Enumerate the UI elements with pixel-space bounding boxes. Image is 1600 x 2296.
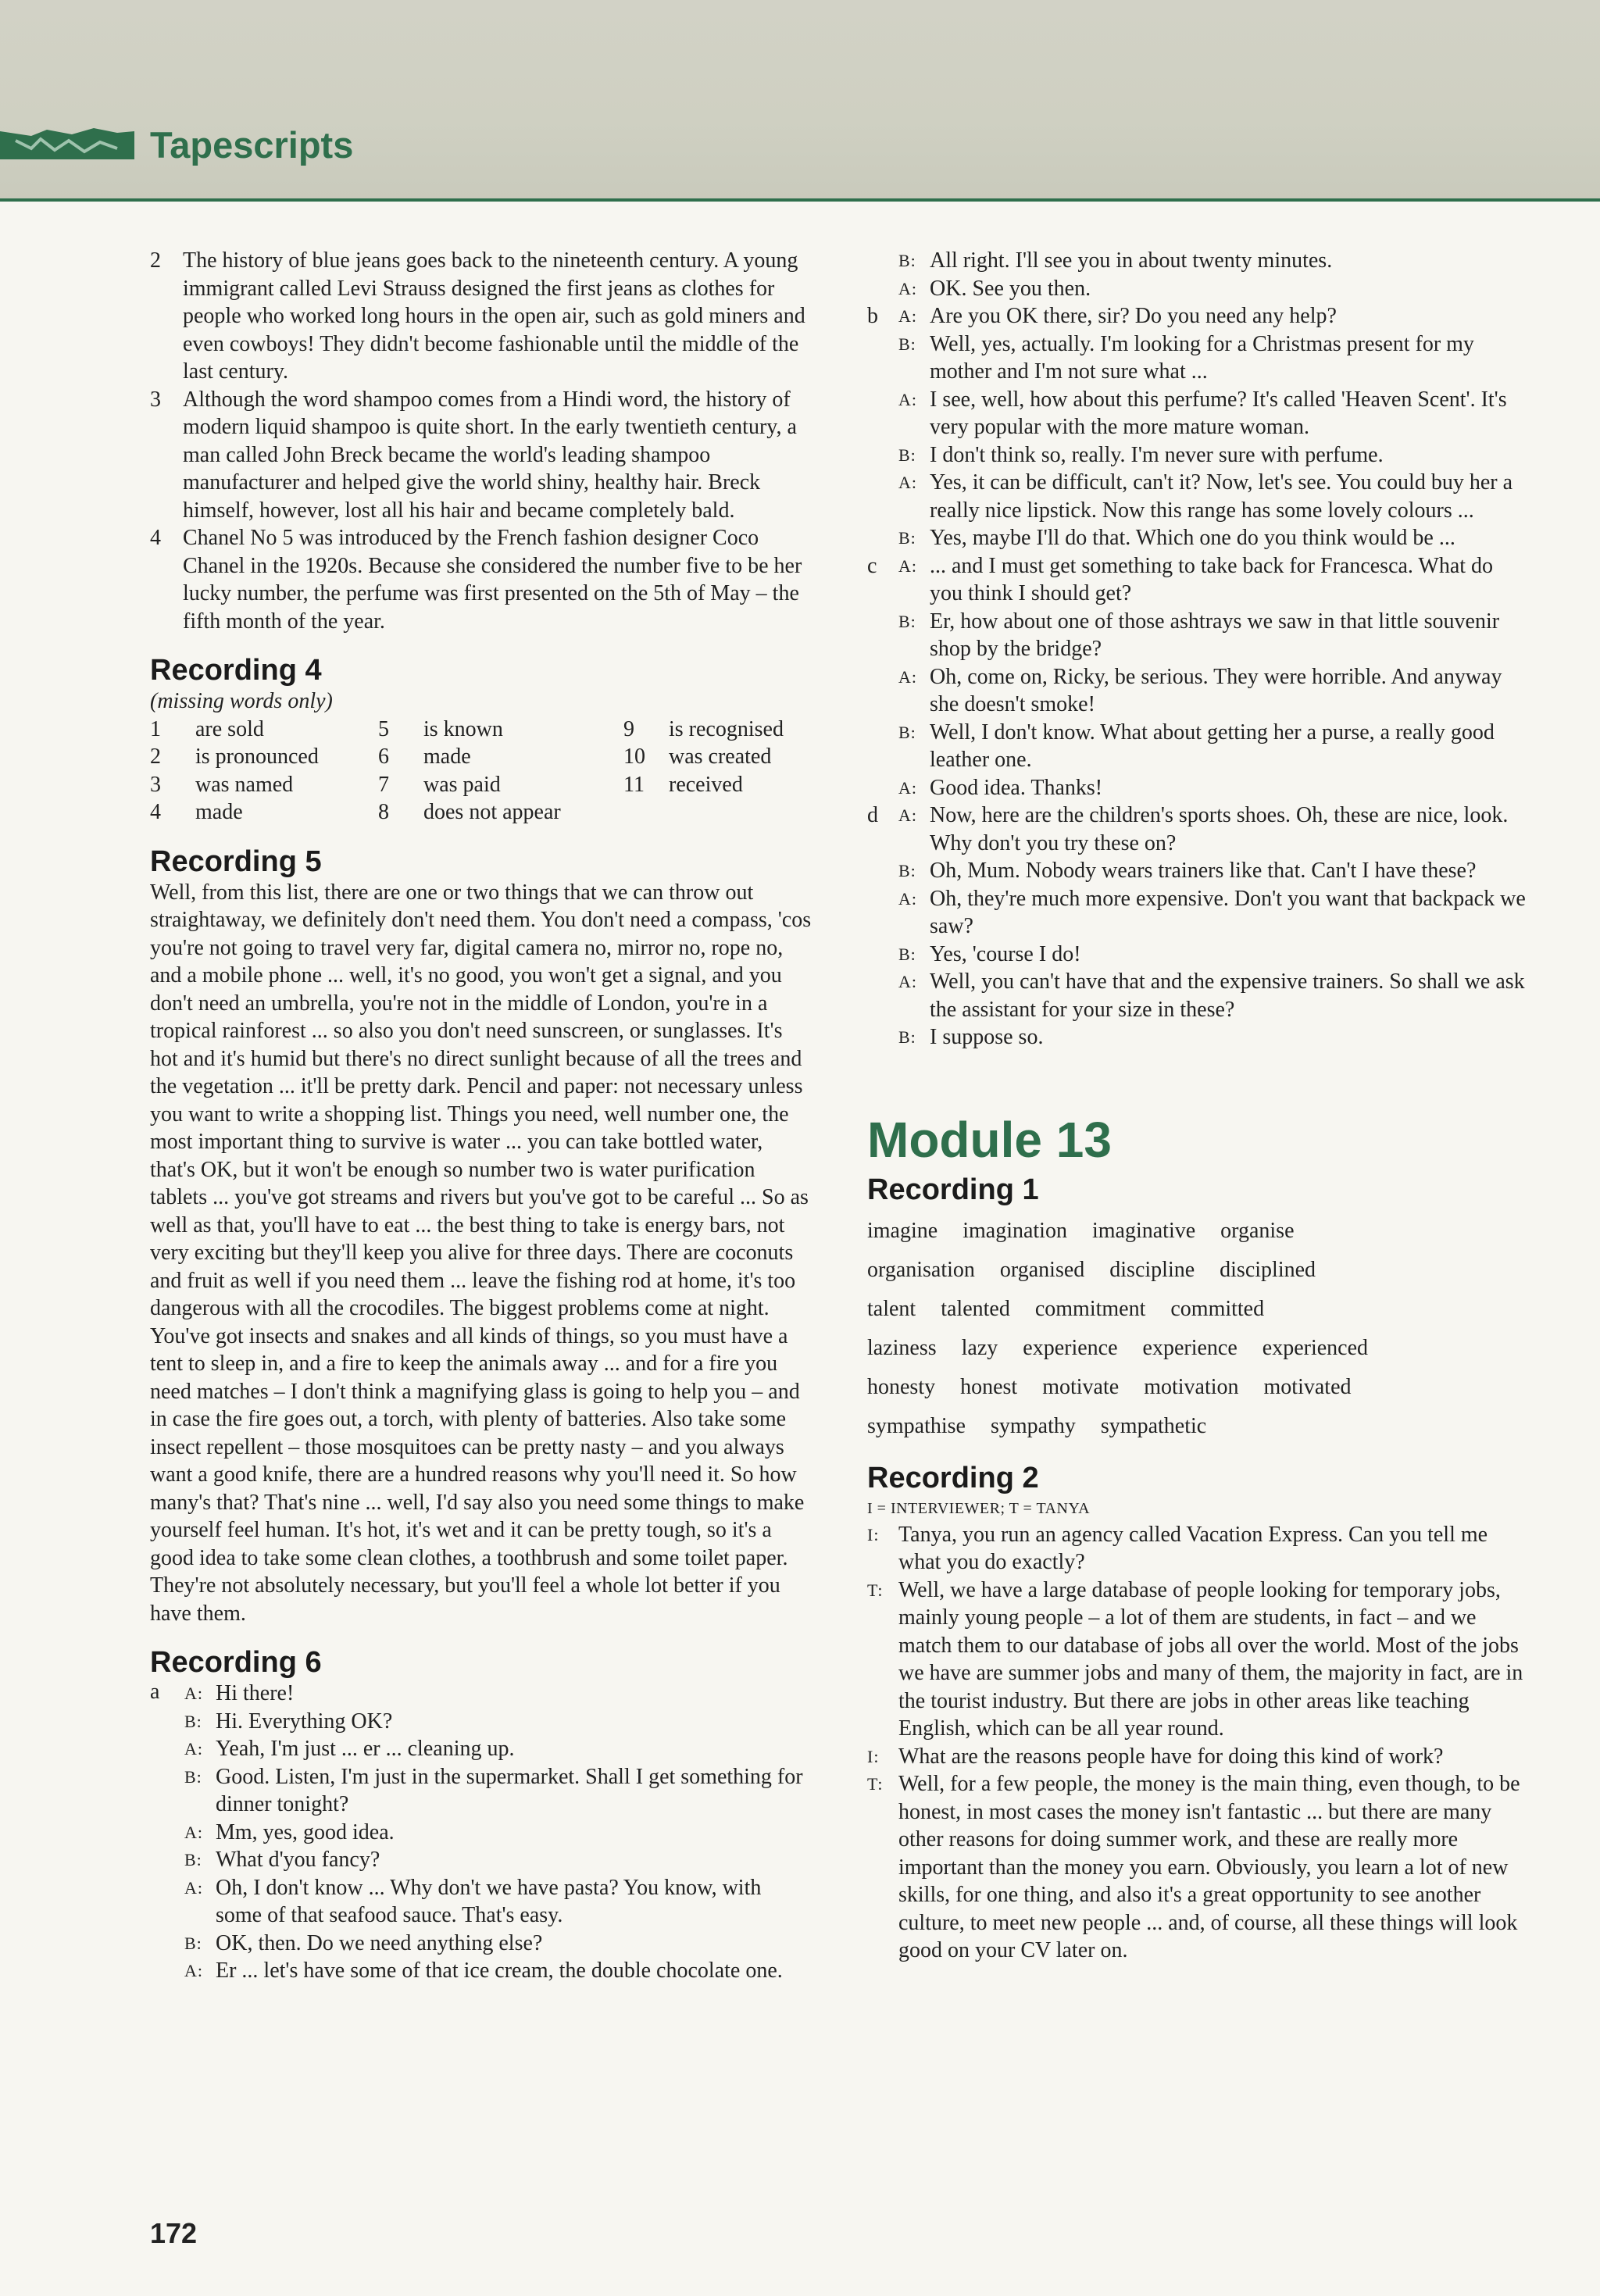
speaker-label: A: <box>898 666 917 687</box>
word-stress-list: imagine imagination imaginative organise organisation organised discipline disciplined talent talented commitment committed laziness lazy experience experience experienced honesty honest motivate motivation motivated sympathise sympathy sympathetic <box>867 1218 1369 1438</box>
speaker-label: B: <box>898 528 916 548</box>
speaker-label: A: <box>898 972 917 991</box>
dialogue-text: Well, I don't know. What about getting her a purse, a really good leather one. <box>930 720 1495 772</box>
dialogue-line <box>898 663 1530 719</box>
dialogue-text: I don't think so, really. I'm never sure with perfume. <box>930 442 1384 467</box>
dialogue-line <box>898 774 1530 802</box>
section-letter: d <box>867 803 878 827</box>
recording-5-heading: Recording 5 <box>150 844 322 878</box>
header-decoration-icon <box>0 125 139 164</box>
dialogue-line <box>898 247 1530 275</box>
speaker-label: B: <box>898 944 916 964</box>
section-letter: a <box>150 1680 160 1704</box>
dialogue-text: Good idea. Thanks! <box>930 775 1103 800</box>
speaker-label: B: <box>898 611 916 631</box>
left-column <box>150 247 812 1985</box>
dialogues-b-d <box>867 247 1530 1052</box>
dialogue-text: All right. I'll see you in about twenty minutes. <box>930 248 1333 273</box>
dialogue-line <box>898 469 1530 524</box>
dialogue-line <box>898 857 1530 885</box>
dialogue-text: Well, you can't have that and the expensive trainers. So shall we ask the assistant for your size in these? <box>930 969 1525 1022</box>
dialogue-text: Now, here are the children's sports shoes. Oh, these are nice, look. Why don't you try these on? <box>930 803 1509 855</box>
speaker-label: B: <box>898 334 916 354</box>
dialogue-line <box>867 552 1530 608</box>
dialogue-text: Oh, come on, Ricky, be serious. They were horrible. And anyway she doesn't smoke! <box>930 664 1502 716</box>
dialogue-line <box>898 1023 1530 1052</box>
dialogue-line <box>898 275 1530 303</box>
dialogue-text: Er, how about one of those ashtrays we saw in that little souvenir shop by the bridge? <box>930 609 1500 661</box>
header-rule <box>0 198 1600 202</box>
recording-2-dialogue: I: Tanya, you run an agency called Vacation Express. Can you tell me what you do exactly? T: Well, we have a large database of people looking for temporary jobs, mainly young people – a lot of them are students, in fact – and we match them to our database of jobs all over the world. Most of the jobs we have are summer jobs and many of them, the majority in fact, are in the tourist industry. But there are jobs in other areas like teaching English, which can be all year round. I: What are the reasons people have for doing this kind of work? T: Well, for a few people, the money is the main thing, even though, to be honest, in most cases the money isn't fantastic ... but there are many other reasons for doing summer work, and these are really more important than the money you earn. Obviously, you learn a lot of new skills, for one thing, and also it's a great opportunity to see another culture, to meet new people ... and, of course, all these things will look good on your CV later on. <box>867 1522 1523 1962</box>
dialogue-text: I see, well, how about this perfume? It's called 'Heaven Scent'. It's very popular with the more mature woman. <box>930 387 1507 439</box>
recording-2-heading: Recording 2 <box>867 1461 1039 1494</box>
page-header-title: Tapescripts <box>150 124 354 166</box>
dialogue-line <box>898 885 1530 941</box>
dialogue-line <box>898 524 1530 552</box>
module-title: Module 13 <box>867 1111 1112 1168</box>
dialogue-line <box>867 802 1530 857</box>
list-item: 2 The history of blue jeans goes back to the nineteenth century. A young immigrant called Levi Strauss designed the first jeans as clothes for people who worked long hours in the open air, such as gold miners and even cowboys! They didn't become fashionable until the middle of the last century. <box>150 248 805 384</box>
speaker-label: B: <box>898 1027 916 1047</box>
header-band <box>0 0 1600 202</box>
speaker-label: A: <box>898 777 917 798</box>
right-column <box>867 247 1530 1965</box>
dialogue-text: I suppose so. <box>930 1025 1044 1049</box>
speaker-label: A: <box>898 805 917 825</box>
dialogue-text: Oh, Mum. Nobody wears trainers like that. Can't I have these? <box>930 859 1477 883</box>
speaker-label: A: <box>898 278 917 298</box>
dialogue-text: ... and I must get something to take back for Francesca. What do you think I should get? <box>930 553 1494 605</box>
speaker-label: B: <box>898 722 916 742</box>
recording-4-note: (missing words only) <box>150 689 333 713</box>
dialogue-line <box>867 302 1530 330</box>
dialogue-line <box>898 386 1530 441</box>
dialogue-text: Well, yes, actually. I'm looking for a Christmas present for my mother and I'm not sure what ... <box>930 331 1474 384</box>
list-item: 3 Although the word shampoo comes from a Hindi word, the history of modern liquid shampoo is quite short. In the early twentieth century, a man called John Breck became the world's leading shampoo manufacturer and helped give the world shiny, healthy hair. Breck himself, however, lost all his hair and became completely bald. <box>150 387 797 523</box>
speaker-label: A: <box>898 888 917 909</box>
section-letter: b <box>867 304 878 328</box>
dialogue-text: Yes, 'course I do! <box>930 941 1081 966</box>
dialogue-line <box>898 330 1530 386</box>
section-letter: c <box>867 553 877 578</box>
recording-5-text: Well, from this list, there are one or two things that we can throw out straightaway, we definitely don't need them. You don't need a compass, 'cos you're not going to travel very far, digital camera no, mirror no, rope no, and a mobile phone ... well, it's no good, you won't get a signal, and you don't need an umbrella, you're not in the middle of London, you're in a tropical rainforest ... so also you don't need sunscreen, or sunglasses. It's hot and it's humid but there's no direct sunlight because of all the trees and the vegetation ... it'll be pretty dark. Pencil and paper: not necessary unless you want to write a shopping list. Things you need, well number one, the most important thing to survive is water ... you can take bottled water, that's OK, but it won't be enough so number two is water purification tablets ... you've got streams and rivers but you've got to be careful ... So as well as that, you'll have to eat ... the best thing to take is energy bars, not very exciting but they'll keep you alive for three days. There are coconuts and fruit as well if you need them ... leave the fishing rod at home, it's too dangerous with all the crocodiles. The biggest problems come at night. You've got insects and snakes and all kinds of things, so you must have a tent to sleep in, and a fire to keep the animals away ... and for a fire you need matches – I don't think a magnifying glass is going to help you – and in case the fire goes out, a torch, with plenty of batteries. Also take some insect repellent – those mosquitoes can be pretty nasty – and you always want a good knife, there are a hundred reasons why you'll need it. So how many's that? That's nine ... well, I'd say also you need some things to make yourself feel human. It's hot, it's wet and it can be pretty tough, so it's a good idea to take some clean clothes, a toothbrush and some toilet paper. They're not absolutely necessary, but you'll feel a whole lot better if you have them. <box>150 880 812 1626</box>
dialogue-text: Yes, it can be difficult, can't it? Now, let's see. You could buy her a really nice lipstick. Now this range has some lovely colours ... <box>930 470 1513 523</box>
dialogue-line <box>898 968 1530 1023</box>
recording-4-answers: 1 are sold 5 is known 9 is recognised 2 is pronounced 6 made 10 was created 3 was named 7 was paid 11 received 4 made 8 does not appear <box>150 716 784 824</box>
dialogue-text: Are you OK there, sir? Do you need any help? <box>930 304 1337 328</box>
page-number: 172 <box>150 2217 198 2249</box>
recording-6-dialogue: a A: Hi there! B: Hi. Everything OK? A: Yeah, I'm just ... er ... cleaning up. B: Good. Listen, I'm just in the supermarket. Shall I get something for dinner tonight? A: Mm, yes, good idea. B: What d'you fancy? A: Oh, I don't know ... Why don't we have pasta? You know, with some of that seafood sauce. That's easy. B: OK, then. Do we need anything else? A: Er ... let's have some of that ice cream, the double chocolate one. <box>150 1680 803 1983</box>
dialogue-text: Yes, maybe I'll do that. Which one do you think would be ... <box>930 526 1455 550</box>
dialogue-line <box>898 719 1530 774</box>
dialogue-line <box>898 941 1530 969</box>
speaker-label: B: <box>898 445 916 465</box>
recording-1-heading: Recording 1 <box>867 1173 1039 1206</box>
speaker-label: A: <box>898 389 917 409</box>
speaker-label: A: <box>898 306 917 326</box>
dialogue-text: Oh, they're much more expensive. Don't you want that backpack we saw? <box>930 886 1526 938</box>
speaker-key: I = INTERVIEWER; T = TANYA <box>867 1499 1091 1517</box>
dialogue-line <box>898 608 1530 663</box>
dialogue-line <box>898 441 1530 470</box>
dialogue-text: OK. See you then. <box>930 276 1091 301</box>
speaker-label: A: <box>898 473 917 492</box>
list-item: 4 Chanel No 5 was introduced by the French fashion designer Coco Chanel in the 1920s. Because she considered the number five to be her lucky number, the perfume was first presented on the 5th of May – the fifth month of the year. <box>150 526 802 634</box>
speaker-label: B: <box>898 251 916 270</box>
recording-4-heading: Recording 4 <box>150 654 322 687</box>
speaker-label: B: <box>898 861 916 880</box>
speaker-label: A: <box>898 555 917 576</box>
recording-6-heading: Recording 6 <box>150 1646 322 1679</box>
